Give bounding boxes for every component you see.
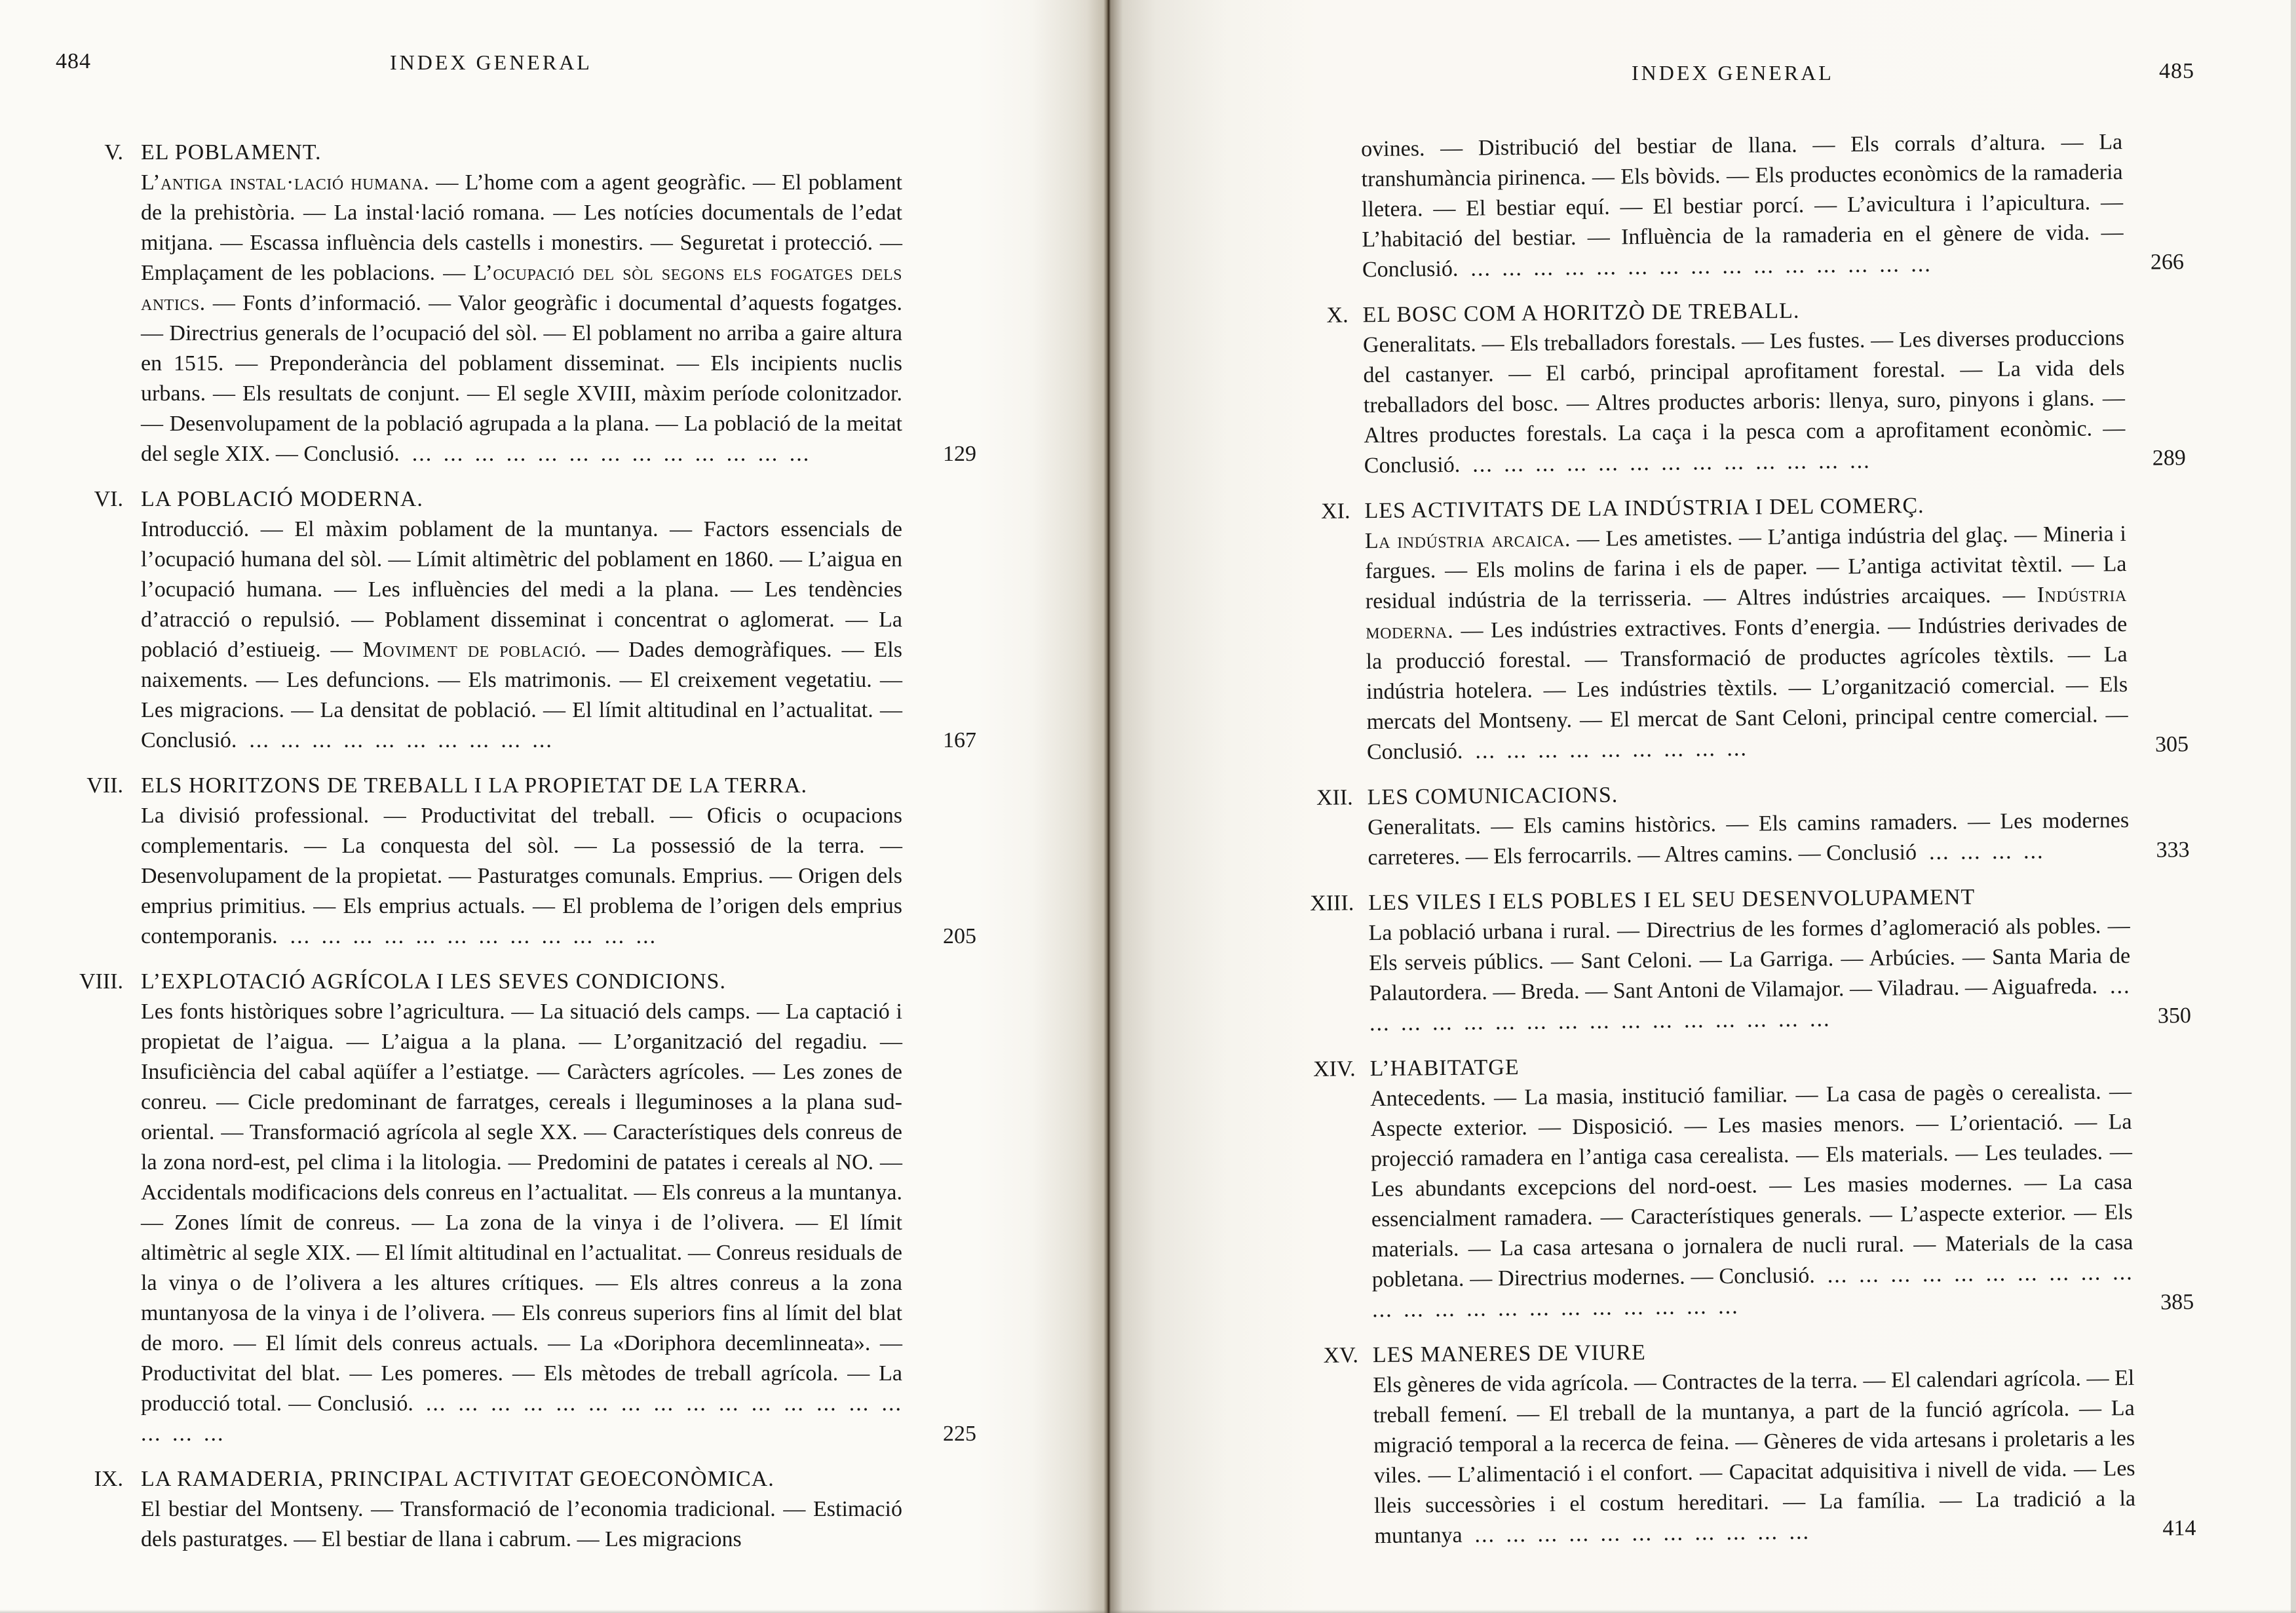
page-left-header (0, 0, 1107, 85)
toc-section (0, 771, 1107, 952)
section-body (141, 801, 902, 952)
section-title: LES MANERES DE VIURE (1372, 1340, 1647, 1368)
toc-section (0, 484, 1107, 756)
section-numeral: VIII. (79, 969, 123, 994)
smallcaps-run: La indústria arcaica. (1364, 527, 1571, 554)
section-content (141, 967, 902, 1449)
section-content (1373, 1333, 2136, 1551)
section-page-number: 333 (2156, 838, 2190, 863)
toc-section (1107, 774, 2296, 876)
section-title: EL BOSC COM A HORITZÒ DE TREBALL. (1362, 298, 1800, 328)
section-body (141, 997, 902, 1449)
section-title: LES ACTIVITATS DE LA INDÚSTRIA I DEL COMERÇ. (1364, 493, 1924, 524)
section-body (1363, 323, 2126, 481)
section-body (1365, 519, 2128, 768)
dot-leader: ... ... ... ... ... ... ... ... ... ... ... ... ... (1460, 448, 1871, 477)
section-page-number: 385 (2160, 1290, 2194, 1315)
smallcaps-run: L’ocupació del sòl segons els fogatges dels antics. (141, 261, 902, 315)
section-content (141, 1464, 902, 1555)
text-run: — Fonts d’informació. — Valor geogràfic i documental d’aquests fogatges. — Directrius generals de l’ocupació del sòl. — El poblament no arriba a gaire altura en 1515. — Preponderància del poblament disseminat. — Els incipients nuclis urbans. — Els resultats de conjunt. — El segle XVIII, màxim període colonitzador. — Desenvolupament de la població agrupada a la plana. — La població de la meitat del segle XIX. — Conclusió. (141, 291, 902, 466)
scan-bottom-edge (0, 1610, 2296, 1613)
text-run: Generalitats. — Els treballadors forestals. — Les fustes. — Les diverses produccions del castanyer. — El carbó, principal aprofitament forestal. — La vida dels treballadors del bosc. — Altres productes arboris: llenya, suro, pinyons i glans. — Altres productes forestals. La caça i la pesca com a aprofitament econòmic. — Conclusió. (1362, 326, 2126, 478)
text-run: — Dades demogràfiques. — Els naixements. — Les defuncions. — Els matrimonis. — El creixement vegetatiu. — Les migracions. — La densitat de població. — El límit altitudinal en l’actualitat. — Conclusió. (141, 638, 902, 752)
section-numeral: VI. (94, 487, 123, 511)
left-sections (0, 138, 1107, 1555)
section-content (141, 484, 902, 756)
toc-section (1113, 1332, 2296, 1554)
dot-leader: ... ... ... ... ... ... ... ... ... ... (237, 728, 553, 752)
section-title: LES VILES I ELS POBLES I EL SEU DESENVOLUPAMENT (1368, 885, 1976, 916)
text-run: — Les ametistes. — L’antiga indústria del glaç. — Mineria i fargues. — Els molins de farina i els de paper. — L’antiga activitat tèxtil. — La residual indústria de la terrisseria. — Altres indústries arcaiques. — (1365, 522, 2127, 614)
section-title: EL POBLAMENT. (141, 140, 322, 165)
toc-section (0, 1464, 1107, 1555)
toc-section (1108, 880, 2296, 1041)
toc-section (1101, 126, 2291, 288)
toc-section (0, 967, 1107, 1449)
page-right-header (1107, 0, 2296, 85)
section-body (1373, 1363, 2136, 1551)
section-body (141, 1494, 902, 1555)
page-left-content (0, 85, 1107, 1555)
dot-leader: ... ... ... ... ... ... ... ... ... ... ... ... ... ... ... ... ... ... (141, 1391, 902, 1446)
section-numeral: XV. (1323, 1343, 1359, 1368)
section-content (1369, 1047, 2133, 1325)
section-content (1367, 775, 2129, 873)
section-page-number: 205 (943, 924, 976, 948)
section-numeral: X. (1326, 303, 1349, 328)
section-body (1370, 1077, 2133, 1325)
section-page-number: 167 (943, 728, 976, 752)
section-body (1361, 127, 2124, 285)
smallcaps-run: L’antiga instal·lació humana. (141, 170, 430, 195)
section-page-number: 266 (2150, 250, 2185, 275)
section-content (1364, 489, 2128, 768)
text-run: — Les indústries extractives. Fonts d’energia. — Indústries derivades de la producció forestal. — Transformació de productes agrícoles tèxtils. — La indústria hotelera. — Les indústries tèxtils. — L’organització comercial. — Els mercats del Montseny. — El mercat de Sant Celoni, principal centre comercial. — Conclusió. (1366, 612, 2128, 765)
section-content (141, 138, 902, 469)
page-left (0, 0, 1107, 1613)
right-sections (1101, 126, 2296, 1554)
section-page-number: 350 (2157, 1003, 2192, 1028)
dot-leader: ... ... ... ... ... ... ... ... ... ... ... ... (277, 924, 657, 948)
running-title-left: INDEX GENERAL (390, 50, 592, 74)
section-title: L’EXPLOTACIÓ AGRÍCOLA I LES SEVES CONDICIONS. (141, 969, 726, 994)
section-numeral: XIV. (1312, 1057, 1356, 1081)
dot-leader: ... ... ... ... (1916, 839, 2044, 865)
text-run: Generalitats. — Els camins històrics. — Els camins ramaders. — Les modernes carreteres. — Els ferrocarrils. — Altres camins. — Conclusió (1367, 808, 2130, 870)
text-run: Les fonts històriques sobre l’agricultura. — La situació dels camps. — La captació i propietat de l’aigua. — L’aigua a la plana. — L’organització del regadiu. — Insuficiència del cabal aqüífer a l’estiatge. — Caràcters agrícoles. — Les zones de conreu. — Cicle predominant de farratges, cereals i lleguminoses a la plana sud-oriental. — Transformació agrícola al segle XX. — Característiques dels conreus de la zona nord-est, pel clima i la litologia. — Predomini de patates i cereals al NO. — Accidentals modificacions dels conreus en l’actualitat. — Els conreus a la muntanya. — Zones límit de conreus. — La zona de la vinya i de l’olivera. — El límit altimètric al segle XIX. — El límit altitudinal en l’actualitat. — Conreus residuals de la vinya o de l’olivera a les altures crítiques. — Els altres conreus a la zona muntanyosa de la vinya i de l’olivera. — Els conreus superiors fins al límit del blat de moro. — El límit dels conreus actuals. — La «Doriphora decemlinneata». — Productivitat del blat. — Les pomeres. — Els mètodes de treball agrícola. — La producció total. — Conclusió. (141, 1000, 902, 1416)
toc-section (1109, 1045, 2296, 1328)
section-body (141, 168, 902, 469)
running-title-right: INDEX GENERAL (1632, 61, 1834, 85)
section-title: LES COMUNICACIONS. (1367, 783, 1618, 810)
toc-section (0, 138, 1107, 469)
dot-leader: ... ... ... ... ... ... ... ... ... ... ... ... ... (399, 442, 811, 466)
dot-leader: ... ... ... ... ... ... ... ... ... ... ... ... ... ... ... (1458, 252, 1932, 281)
text-run: El bestiar del Montseny. — Transformació de l’economia tradicional. — Estimació dels pasturatges. — El bestiar de llana i cabrum. — Les migracions (141, 1497, 902, 1551)
page-number-right: 485 (2159, 59, 2194, 83)
dot-leader: ... ... ... ... ... ... ... ... ... ... ... (1462, 1519, 1810, 1547)
section-numeral: V. (104, 140, 123, 165)
section-numeral: XIII. (1310, 891, 1354, 916)
dot-leader: ... ... ... ... ... ... ... ... ... ... ... ... ... ... ... ... (1369, 973, 2131, 1036)
section-page-number: 129 (943, 442, 976, 466)
section-numeral: VII. (86, 773, 123, 798)
section-numeral: XI. (1320, 499, 1350, 524)
section-numeral: XII. (1316, 785, 1353, 810)
section-title: LA RAMADERIA, PRINCIPAL ACTIVITAT GEOECONÒMICA. (141, 1467, 775, 1491)
section-title: ELS HORITZONS DE TREBALL I LA PROPIETAT DE LA TERRA. (141, 773, 808, 798)
page-right-content (1100, 79, 2296, 1554)
smallcaps-run: Moviment de població. (362, 638, 587, 662)
dot-leader: ... ... ... ... ... ... ... ... ... ... ... ... ... ... ... ... ... ... ... ... ... ... (1372, 1260, 2133, 1323)
dot-leader: ... ... ... ... ... ... ... ... ... (1463, 736, 1748, 764)
toc-section (1102, 292, 2293, 484)
section-page-number: 305 (2154, 732, 2189, 757)
section-content (1362, 293, 2126, 481)
section-content (1368, 881, 2131, 1039)
section-page-number: 414 (2162, 1516, 2196, 1541)
section-numeral: IX. (94, 1467, 123, 1491)
text-run: — L’home com a agent geogràfic. — El poblament de la prehistòria. — La instal·lació romana. — Les notícies documentals de l’edat mitjana. — Escassa influència dels castells i monestirs. — Seguretat i protecció. — Emplaçament de les poblacions. — (141, 170, 902, 285)
section-page-number: 225 (943, 1422, 976, 1446)
section-content (141, 771, 902, 952)
text-run: Els gèneres de vida agrícola. — Contractes de la terra. — El calendari agrícola. — El treball femení. — El treball de la muntanya, a part de la funció agrícola. — La migració temporal a la recerca de feina. — Gèneres de vida artesans i proletaris a les viles. — L’alimentació i el confort. — Capacitat adquisitiva i nivell de vida. — Les lleis successòries i el costum hereditari. — La família. — La tradició a la muntanya (1373, 1365, 2136, 1549)
page-right (1107, 0, 2296, 1613)
section-title: LA POBLACIÓ MODERNA. (141, 487, 423, 511)
text-run: La divisió professional. — Productivitat del treball. — Oficis o ocupacions complementaris. — La conquesta del sòl. — La possessió de la terra. — Desenvolupament de la propietat. — Pasturatges comunals. Emprius. — Origen dels emprius primitius. — Els emprius actuals. — El problema de l’origen dels emprius contemporanis. (141, 804, 902, 948)
section-content (1361, 127, 2124, 285)
text-run: ovines. — Distribució del bestiar de llana. — Els corrals d’altura. — La transhumància pirinenca. — Els bòvids. — Els productes econòmics de la ramaderia lletera. — El bestiar equí. — El bestiar porcí. — L’avicultura i l’apicultura. — L’habitació del bestiar. — Influència de la ramaderia en el gènere de vida. — Conclusió. (1361, 130, 2124, 282)
smallcaps-run: Indústria moderna. (1366, 582, 2127, 644)
section-body (1368, 806, 2130, 873)
section-page-number: 289 (2152, 446, 2186, 471)
scan-right-edge (2291, 0, 2296, 1613)
text-run: Introducció. — El màxim poblament de la muntanya. — Factors essencials de l’ocupació humana del sòl. — Límit altimètric del poblament en 1860. — L’aigua en l’ocupació humana. — Les influències del medi a la plana. — Les tendències d’atracció o repulsió. — Poblament disseminat i concentrat o aglomerat. — La població d’estiueig. — (141, 517, 902, 662)
page-number-left: 484 (56, 49, 91, 73)
section-body (141, 515, 902, 756)
text-run: Antecedents. — La masia, institució familiar. — La casa de pagès o cerealista. — Aspecte exterior. — Disposició. — Les masies menors. — L’orientació. — La projecció ramadera en l’antiga casa cerealista. — Els materials. — Les teulades. — Les abundants excepcions del nord-oest. — Les masies modernes. — La casa essencialment ramadera. — Característiques generals. — L’aspecte exterior. — Els materials. — La casa artesana o jornalera de nucli rural. — Materials de la casa pobletana. — Directrius modernes. — Conclusió. (1369, 1079, 2133, 1292)
toc-section (1104, 488, 2295, 770)
text-run: La població urbana i rural. — Directrius de les formes d’aglomeració als pobles. — Els serveis públics. — Sant Celoni. — La Garriga. — Arbúcies. — Santa Maria de Palautordera. — Breda. — Sant Antoni de Vilamajor. — Viladrau. — Aiguafreda. (1368, 913, 2131, 1006)
section-title: L’HABITATGE (1369, 1055, 1520, 1081)
section-body (1368, 911, 2131, 1039)
